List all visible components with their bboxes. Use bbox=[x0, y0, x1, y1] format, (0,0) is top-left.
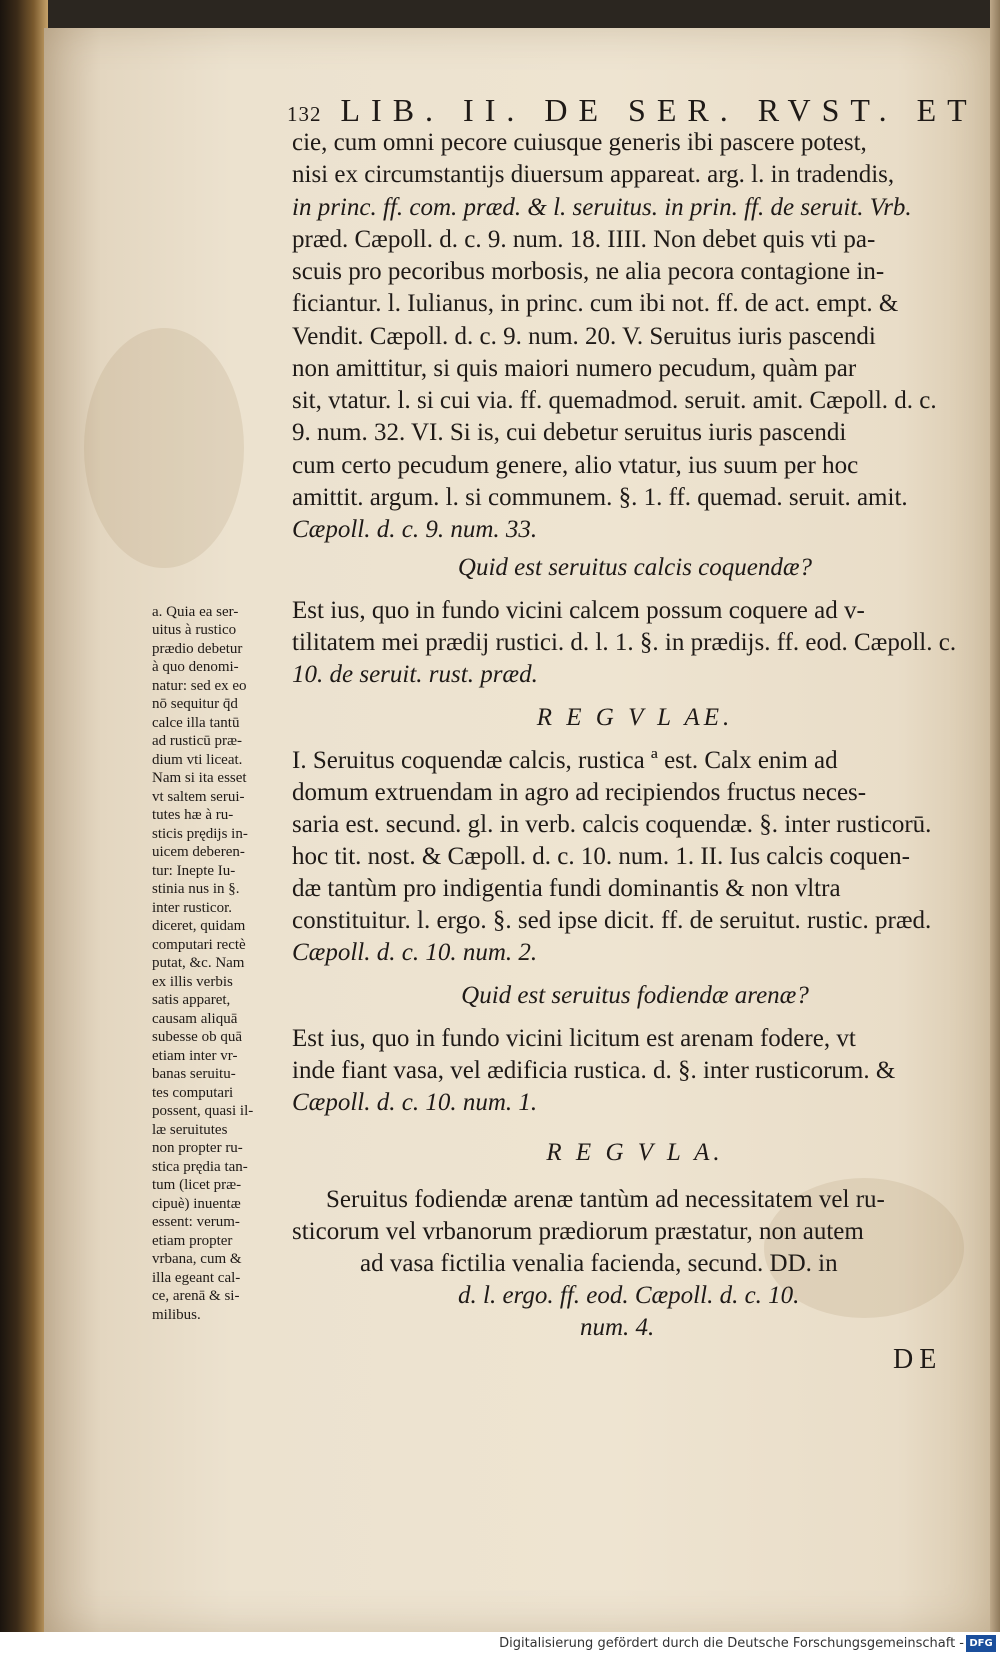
margin-note-line: diceret, quidam bbox=[152, 918, 246, 934]
text-line: Cæpoll. d. c. 10. num. 2. bbox=[292, 939, 538, 966]
paper-stain bbox=[84, 328, 244, 568]
margin-note-line: causam aliquā bbox=[152, 1011, 238, 1027]
dfg-logo-icon: DFG bbox=[966, 1635, 996, 1652]
text-line: ad vasa fictilia venalia facienda, secund. DD. in bbox=[360, 1250, 838, 1277]
rules-heading: R E G V L AE. bbox=[536, 704, 734, 731]
margin-note-line: computari rectè bbox=[152, 937, 246, 953]
text-line: nisi ex circumstantijs diuersum appareat. arg. l. in tradendis, bbox=[292, 161, 895, 188]
margin-note-line: banas seruitu- bbox=[152, 1066, 236, 1082]
text-line: cie, cum omni pecore cuiusque generis ibi pascere potest, bbox=[292, 129, 867, 156]
section-heading: Quid est seruitus fodiendæ arenæ? bbox=[461, 982, 809, 1009]
margin-note-line: non propter ru- bbox=[152, 1140, 243, 1156]
margin-note-line: uicem deberen- bbox=[152, 844, 245, 860]
text-line: I. Seruitus coquendæ calcis, rustica ª est. Calx enim ad bbox=[292, 747, 838, 774]
margin-note-line: milibus. bbox=[152, 1307, 201, 1323]
margin-note-line: dium vti liceat. bbox=[152, 752, 243, 768]
margin-note-line: ce, arenā & si- bbox=[152, 1288, 240, 1304]
section-heading: Quid est seruitus calcis coquendæ? bbox=[457, 554, 813, 581]
margin-note-line: prædio debetur bbox=[152, 641, 243, 657]
margin-note-line: vt saltem serui- bbox=[152, 789, 245, 805]
margin-note-line: ad rusticū præ- bbox=[152, 733, 242, 749]
text-line: dæ tantùm pro indigentia fundi dominantis & non vltra bbox=[292, 875, 841, 902]
margin-note-line: subesse ob quā bbox=[152, 1029, 242, 1045]
margin-note-line: calce illa tantū bbox=[152, 715, 240, 731]
text-line: sit, vtatur. l. si cui via. ff. quemadmod. seruit. amit. Cæpoll. d. c. bbox=[292, 387, 937, 414]
margin-note-line: nō sequitur q̄d bbox=[152, 696, 238, 712]
margin-note-line: inter rusticor. bbox=[152, 900, 232, 916]
footer-bar bbox=[0, 1632, 1000, 1656]
margin-note-line: essent: verum- bbox=[152, 1214, 240, 1230]
text-line: præd. Cæpoll. d. c. 9. num. 18. IIII. Non debet quis vti pa- bbox=[292, 226, 876, 253]
text-line: Vendit. Cæpoll. d. c. 9. num. 20. V. Seruitus iuris pascendi bbox=[292, 323, 876, 350]
text-line: constituitur. l. ergo. §. sed ipse dicit. ff. de seruitut. rustic. præd. bbox=[292, 907, 932, 934]
margin-note-line: satis apparet, bbox=[152, 992, 231, 1008]
page-number: 132 bbox=[287, 102, 322, 126]
margin-note-line: vrbana, cum & bbox=[152, 1251, 242, 1267]
margin-note-line: ex illis verbis bbox=[152, 974, 233, 990]
text-line: Est ius, quo in fundo vicini licitum est arenam fodere, vt bbox=[292, 1025, 856, 1052]
text-line: 9. num. 32. VI. Si is, cui debetur seruitus iuris pascendi bbox=[292, 419, 847, 446]
text-line: ficiantur. l. Iulianus, in princ. cum ibi not. ff. de act. empt. & bbox=[292, 290, 899, 317]
margin-note-line: stinia nus in §. bbox=[152, 881, 240, 897]
margin-note-line: læ seruitutes bbox=[152, 1122, 228, 1138]
text-line: Seruitus fodiendæ arenæ tantùm ad necessitatem vel ru- bbox=[326, 1186, 885, 1213]
text-line: 10. de seruit. rust. præd. bbox=[292, 661, 538, 688]
margin-note-line: etiam inter vr- bbox=[152, 1048, 238, 1064]
margin-note-line: etiam propter bbox=[152, 1233, 233, 1249]
margin-note-line: a. Quia ea ser- bbox=[152, 604, 239, 620]
text-line: d. l. ergo. ff. eod. Cæpoll. d. c. 10. bbox=[458, 1282, 800, 1309]
margin-note-line: uitus à rustico bbox=[152, 622, 237, 638]
text-line: Est ius, quo in fundo vicini calcem possum coquere ad v- bbox=[292, 597, 865, 624]
text-line: saria est. secund. gl. in verb. calcis coquendæ. §. inter rusticorū. bbox=[292, 811, 932, 838]
text-line: inde fiant vasa, vel ædificia rustica. d. §. inter rusticorum. & bbox=[292, 1057, 896, 1084]
margin-note-line: Nam si ita esset bbox=[152, 770, 247, 786]
margin-note-line: illa egeant cal- bbox=[152, 1270, 241, 1286]
text-line: Cæpoll. d. c. 9. num. 33. bbox=[292, 516, 538, 543]
text-line: cum certo pecudum genere, alio vtatur, ius suum per hoc bbox=[292, 452, 859, 479]
margin-note-line: à quo denomi- bbox=[152, 659, 239, 675]
text-line: amittit. argum. l. si communem. §. 1. ff. quemad. seruit. amit. bbox=[292, 484, 908, 511]
text-line: sticorum vel vrbanorum prædiorum præstatur, non autem bbox=[292, 1218, 864, 1245]
catchword: DE bbox=[893, 1344, 943, 1375]
text-line: domum extruendam in agro ad recipiendos fructus neces- bbox=[292, 779, 867, 806]
margin-note-line: natur: sed ex eo bbox=[152, 678, 247, 694]
text-line: scuis pro pecoribus morbosis, ne alia pecora contagione in- bbox=[292, 258, 885, 285]
page-edge bbox=[990, 0, 1000, 1632]
text-line: in princ. ff. com. præd. & l. seruitus. in prin. ff. de seruit. Vrb. bbox=[292, 194, 912, 221]
rule-heading: R E G V L A. bbox=[546, 1139, 724, 1166]
book-spine bbox=[0, 0, 48, 1632]
margin-note-line: tes computari bbox=[152, 1085, 234, 1101]
text-line: Cæpoll. d. c. 10. num. 1. bbox=[292, 1089, 538, 1116]
text-line: non amittitur, si quis maiori numero pecudum, quàm par bbox=[292, 355, 857, 382]
margin-note-line: possent, quasi il- bbox=[152, 1103, 254, 1119]
text-line: num. 4. bbox=[580, 1314, 655, 1341]
margin-note-line: sticis prędijs in- bbox=[152, 826, 248, 842]
margin-note-line: tum (licet præ- bbox=[152, 1177, 242, 1193]
running-title: LIB. II. DE SER. RVST. ET bbox=[340, 92, 978, 128]
margin-note-line: cipuè) inuentæ bbox=[152, 1196, 241, 1212]
margin-note-line: putat, &c. Nam bbox=[152, 955, 245, 971]
margin-note-line: stica prędia tan- bbox=[152, 1159, 248, 1175]
running-header bbox=[287, 92, 978, 129]
margin-note-line: tutes hæ à ru- bbox=[152, 807, 234, 823]
footer-credit: Digitalisierung gefördert durch die Deutsche Forschungsgemeinschaft - bbox=[499, 1636, 964, 1651]
text-line: tilitatem mei prædij rustici. d. l. 1. §. in prædijs. ff. eod. Cæpoll. c. bbox=[292, 629, 957, 656]
margin-note-line: tur: Inepte Iu- bbox=[152, 863, 236, 879]
text-line: hoc tit. nost. & Cæpoll. d. c. 10. num. 1. II. Ius calcis coquen- bbox=[292, 843, 910, 870]
